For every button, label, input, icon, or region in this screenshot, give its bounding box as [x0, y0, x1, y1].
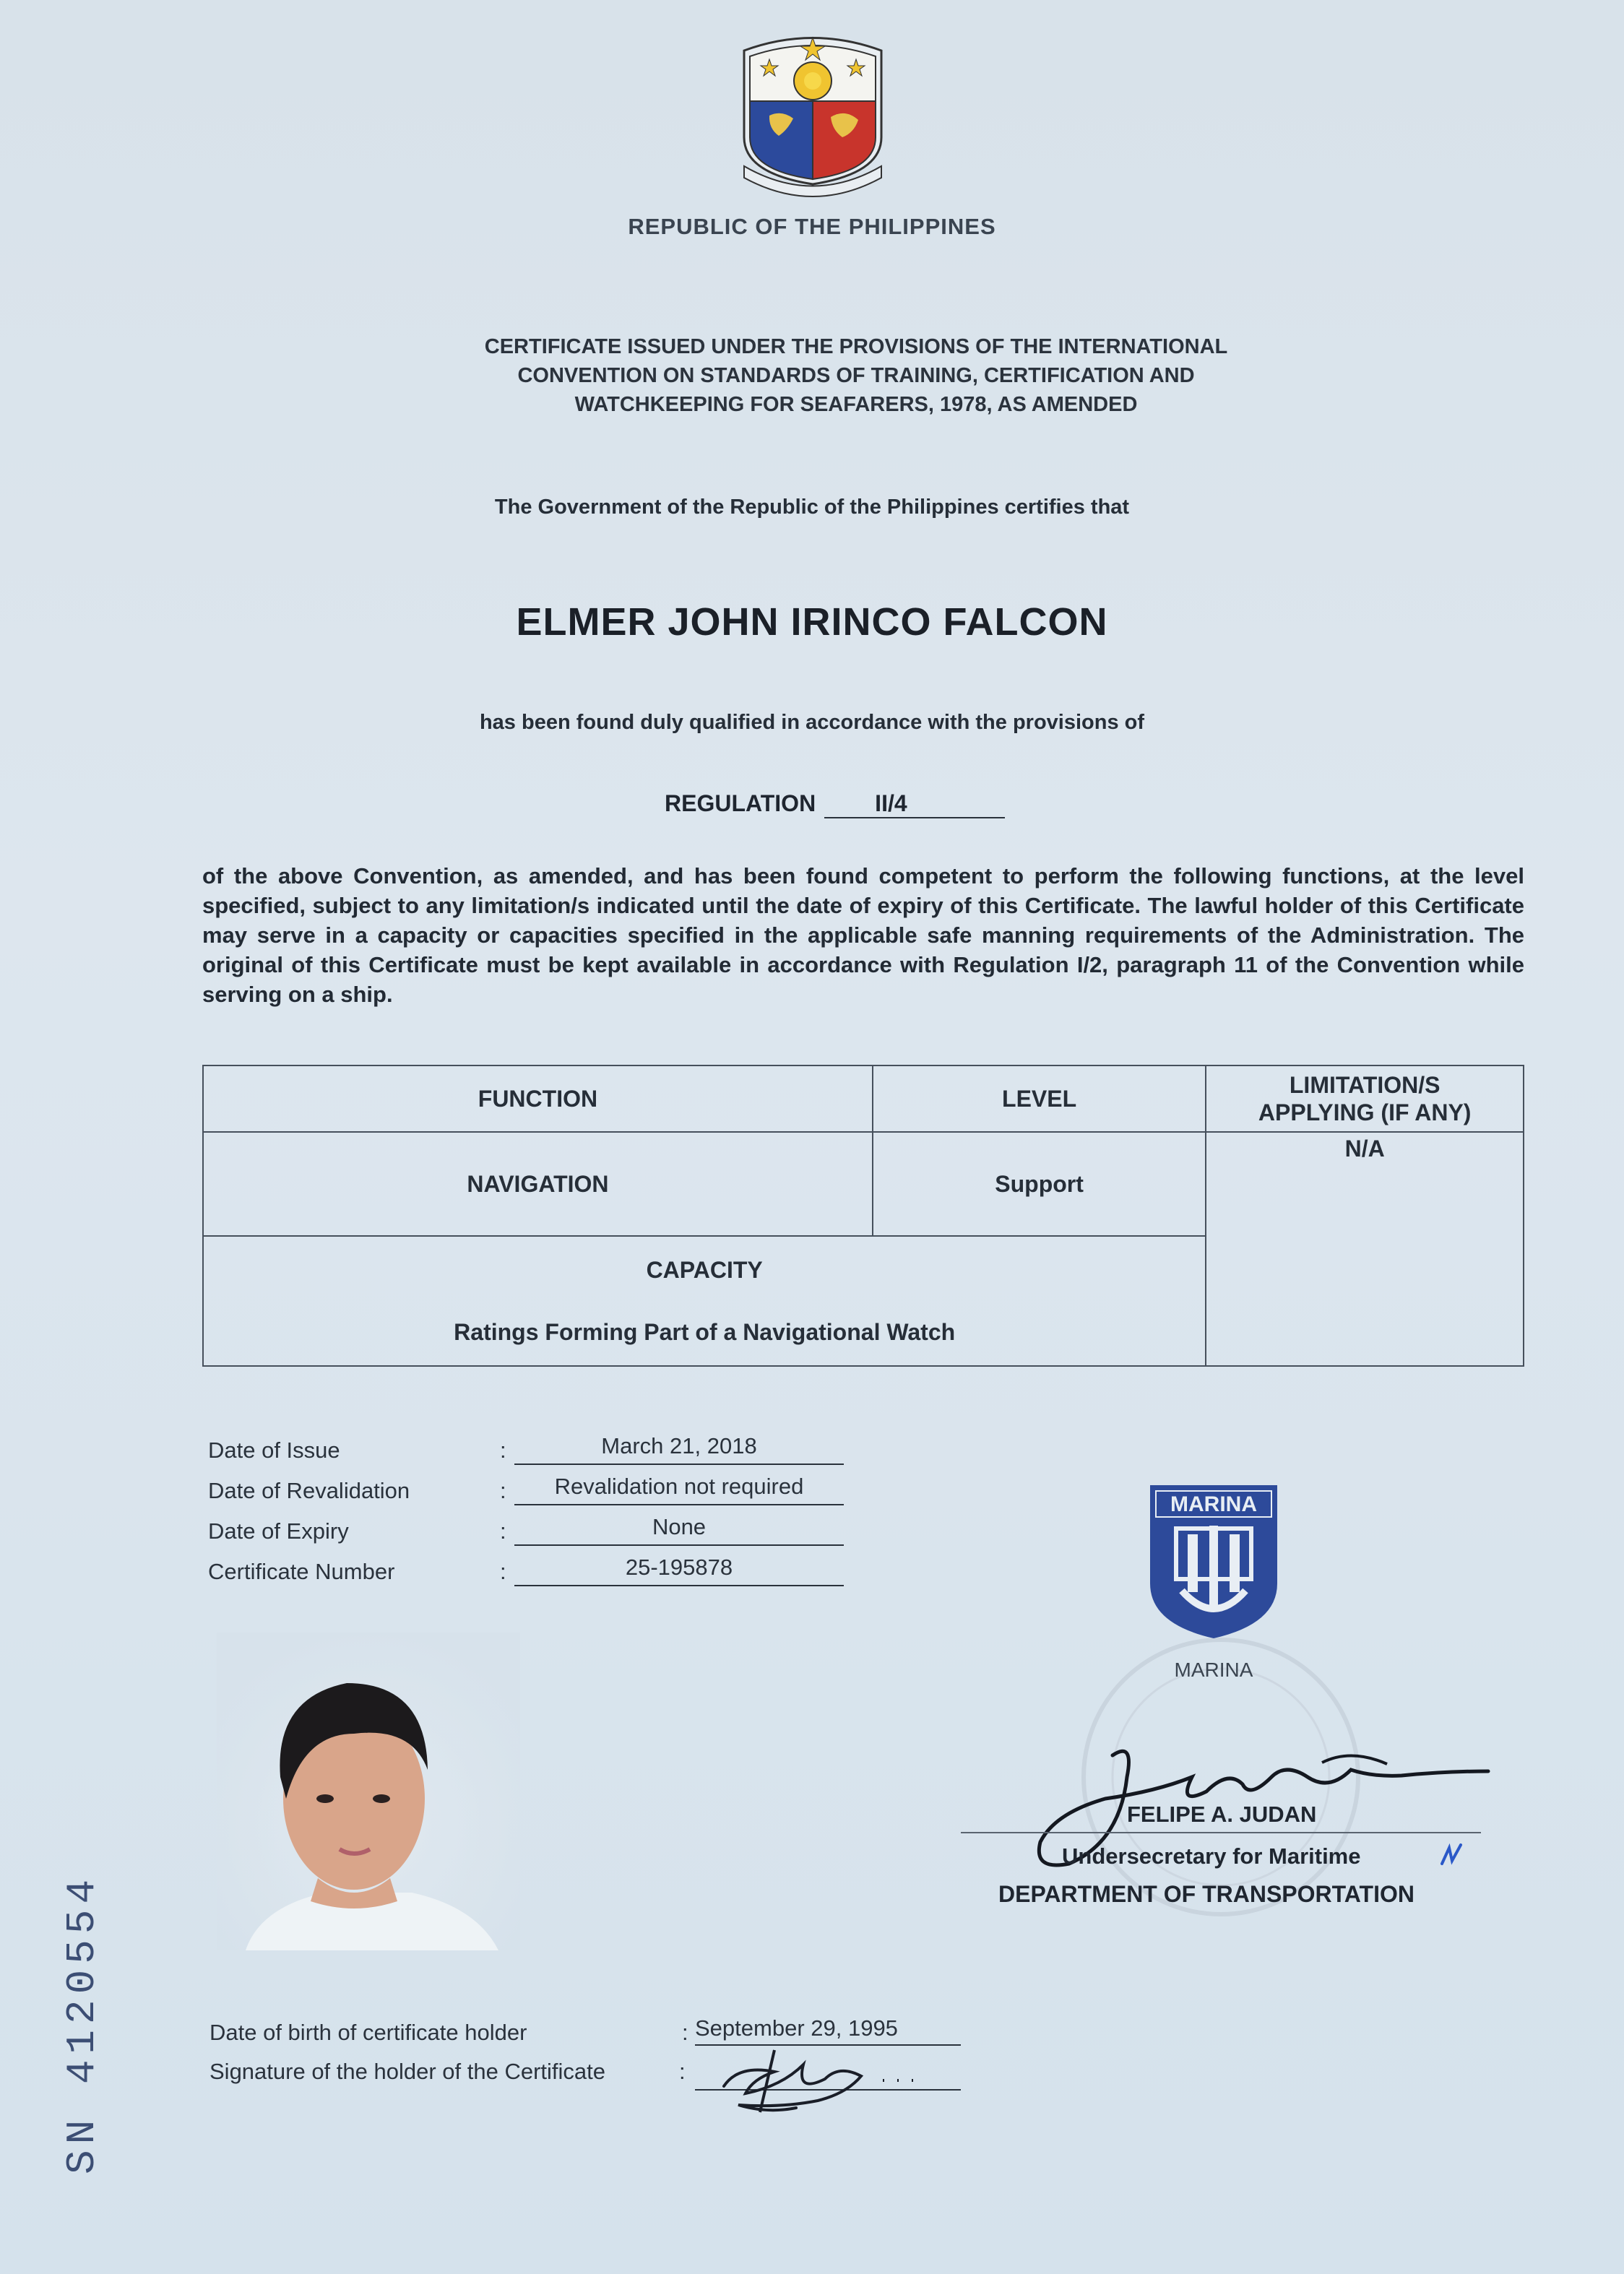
department-name: DEPARTMENT OF TRANSPORTATION: [998, 1881, 1414, 1907]
heading-line: CERTIFICATE ISSUED UNDER THE PROVISIONS OF THE INTERNATIONAL: [484, 335, 1228, 358]
detail-colon: :: [500, 1438, 506, 1463]
detail-label: Date of Issue: [208, 1438, 340, 1463]
holder-signature-colon: :: [679, 2059, 686, 2084]
country-title: REPUBLIC OF THE PHILIPPINES: [628, 214, 996, 239]
limitation-header-line: APPLYING (IF ANY): [1258, 1099, 1472, 1125]
philippine-seal-icon: [730, 29, 896, 209]
marina-logo-icon: [1147, 1482, 1280, 1641]
limitation-header: [1206, 1065, 1524, 1132]
detail-value: None: [514, 1514, 844, 1546]
regulation-value: II/4: [824, 790, 1005, 818]
certificate-heading: [361, 332, 1351, 419]
convention-paragraph: of the above Convention, as amended, and has been found competent to perform the following functions, at the level specified, subject to any limitation/s indicated until the date of expiry of this Certificate. The lawful holder of this Certificate may serve in a capacity or capacities specified in the applicable safe manning requirements of the Administration. The original of this Certificate must be kept available in accordance with Regulation I/2, paragraph 11 of the Convention while serving on a ship.: [202, 863, 1524, 1007]
function-value: NAVIGATION: [203, 1132, 873, 1236]
marina-logo-text: MARINA: [1170, 1492, 1257, 1516]
detail-label: Certificate Number: [208, 1559, 395, 1584]
detail-label: Date of Revalidation: [208, 1478, 410, 1503]
heading-line: CONVENTION ON STANDARDS OF TRAINING, CERTIFICATION AND: [517, 364, 1195, 387]
function-header: FUNCTION: [203, 1065, 873, 1132]
signatory-name: FELIPE A. JUDAN: [1127, 1802, 1317, 1827]
detail-colon: :: [500, 1559, 506, 1584]
limitation-value: [1206, 1132, 1524, 1366]
holder-name: ELMER JOHN IRINCO FALCON: [516, 600, 1108, 644]
qualified-statement: has been found duly qualified in accordance with the provisions of: [479, 711, 1145, 734]
regulation-line: [665, 790, 1005, 818]
functions-table: [202, 1065, 1524, 1367]
holder-signature-icon: [695, 2036, 941, 2115]
detail-colon: :: [500, 1478, 506, 1503]
birth-date-label: Date of birth of certificate holder: [210, 2020, 527, 2045]
holder-photo: [217, 1633, 520, 1950]
birth-date-colon: :: [682, 2020, 688, 2045]
holder-signature-label: Signature of the holder of the Certificate: [210, 2059, 605, 2084]
signatory-line: [961, 1832, 1481, 1833]
limitation-text: N/A: [1344, 1136, 1385, 1162]
level-header: LEVEL: [873, 1065, 1206, 1132]
detail-value: March 21, 2018: [514, 1433, 844, 1465]
birth-date-value: September 29, 1995: [695, 2015, 961, 2046]
certifies-statement: The Government of the Republic of the Philippines certifies that: [494, 496, 1130, 519]
capacity-cell: [203, 1236, 1206, 1366]
marina-caption: MARINA: [1174, 1659, 1253, 1681]
capacity-value: Ratings Forming Part of a Navigational Watch: [454, 1319, 956, 1345]
heading-line: WATCHKEEPING FOR SEAFARERS, 1978, AS AMENDED: [574, 393, 1138, 416]
serial-number: SN 4120554: [59, 1873, 105, 2174]
detail-colon: :: [500, 1518, 506, 1544]
regulation-label: REGULATION: [665, 790, 816, 816]
initial-mark-icon: [1438, 1839, 1467, 1868]
level-value: Support: [873, 1132, 1206, 1236]
capacity-label: CAPACITY: [646, 1257, 763, 1283]
detail-value: 25-195878: [514, 1555, 844, 1586]
limitation-header-line: LIMITATION/S: [1289, 1072, 1441, 1098]
detail-value: Revalidation not required: [514, 1474, 844, 1505]
detail-label: Date of Expiry: [208, 1518, 349, 1544]
signatory-title: Undersecretary for Maritime: [1062, 1843, 1361, 1869]
